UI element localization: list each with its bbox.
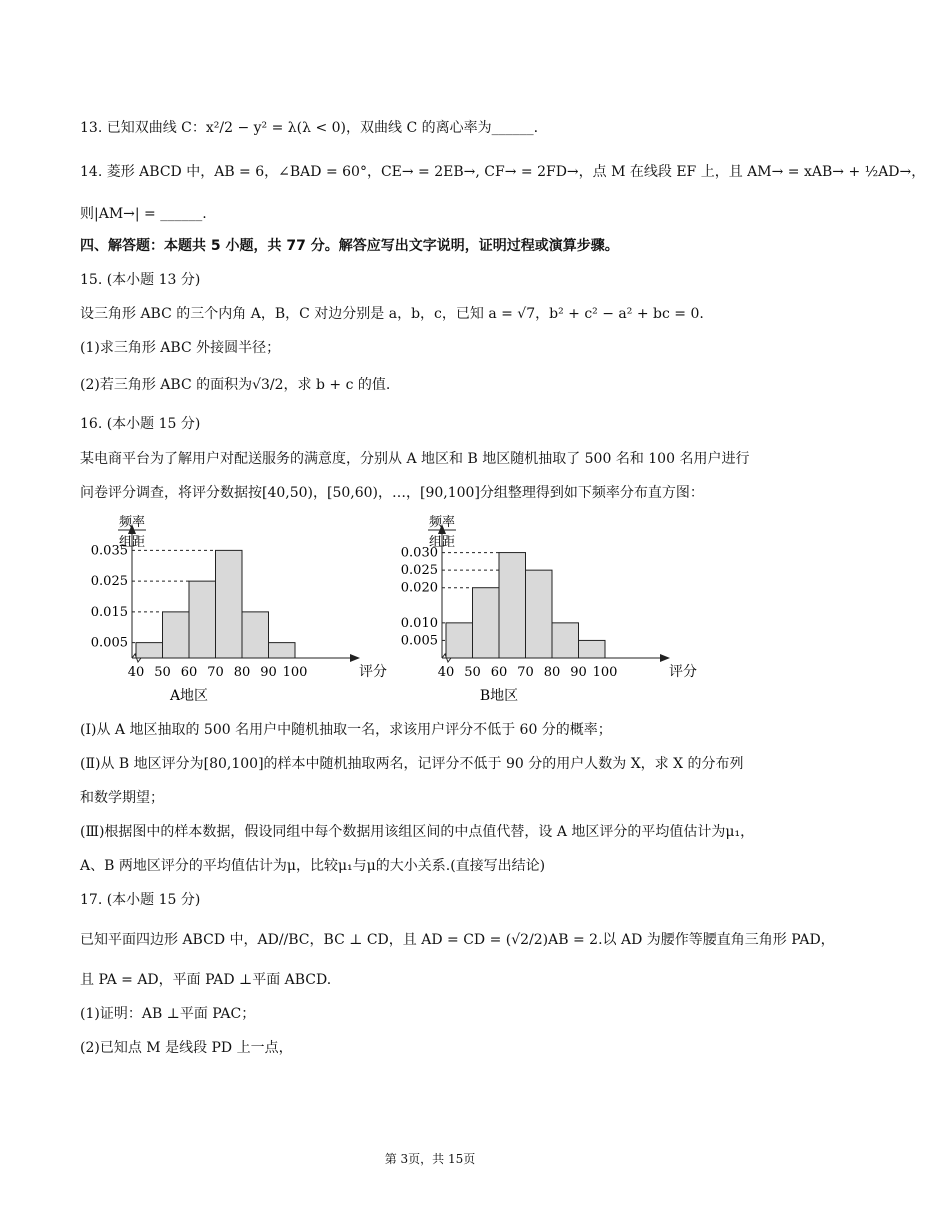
question-16-part-2-continued: 和数学期望； <box>80 790 164 806</box>
histogram-bar <box>499 553 526 658</box>
histogram-bar <box>163 612 190 658</box>
y-label-top: 频率 <box>428 515 456 530</box>
histogram-bar <box>242 612 269 658</box>
y-tick-label: 0.020 <box>400 580 438 596</box>
x-tick-label: 100 <box>282 665 308 680</box>
histogram-bar <box>216 550 243 658</box>
y-tick-label: 0.005 <box>400 633 438 649</box>
question-17-header: 17. (本小题 15 分) <box>80 892 201 908</box>
page-footer: 第 3页，共 15页 <box>384 1152 476 1166</box>
y-label-bottom: 组距 <box>118 535 146 550</box>
y-tick-label: 0.010 <box>400 615 438 631</box>
y-tick-label: 0.025 <box>400 563 438 579</box>
question-16-part-1: (Ⅰ)从 A 地区抽取的 500 名用户中随机抽取一名，求该用户评分不低于 60 分的概率； <box>80 722 612 738</box>
histogram-bar <box>552 623 579 658</box>
chart-title: A地区 <box>169 688 209 704</box>
x-axis-label: 评分 <box>669 664 697 680</box>
histogram-bar <box>579 640 606 658</box>
x-axis-label: 评分 <box>359 664 387 680</box>
x-axis-arrow <box>660 654 670 662</box>
question-14: 14. 菱形 ABCD 中，AB = 6，∠BAD = 60°，CE→ = 2EB→, CF→ = 2FD→，点 M 在线段 EF 上，且 AM→ = xAB→ + ½AD→， <box>80 164 925 180</box>
question-13: 13. 已知双曲线 C：x²/2 − y² = λ(λ < 0)，双曲线 C 的离心率为______. <box>80 120 539 136</box>
histogram-bar <box>446 623 473 658</box>
chart-title: B地区 <box>479 688 519 704</box>
question-16-stem-2: 问卷评分调查，将评分数据按[40,50)，[50,60)，…，[90,100]分组整理得到如下频率分布直方图： <box>80 485 704 501</box>
question-16-part-3-continued: A、B 两地区评分的平均值估计为μ，比较μ₁与μ的大小关系.(直接写出结论) <box>80 858 546 874</box>
y-tick-label: 0.025 <box>90 574 128 590</box>
histogram-bar <box>269 643 296 658</box>
question-15-stem: 设三角形 ABC 的三个内角 A，B，C 对边分别是 a，b，c，已知 a = √7，b² + c² − a² + bc = 0. <box>80 306 704 322</box>
histogram-bar <box>473 588 500 658</box>
x-tick-label: 80 <box>543 665 561 680</box>
x-tick-label: 40 <box>127 665 145 680</box>
y-label-bottom: 组距 <box>428 535 456 550</box>
y-tick-label: 0.005 <box>90 635 128 651</box>
question-17-stem-2: 且 PA = AD，平面 PAD ⊥平面 ABCD. <box>80 972 332 988</box>
histogram-bar <box>136 643 163 658</box>
question-17-part-1: (1)证明：AB ⊥平面 PAC； <box>80 1006 256 1022</box>
y-label-top: 频率 <box>118 515 146 530</box>
histogram-b <box>380 510 697 710</box>
question-14-continued: 则|AM→| = ______. <box>80 206 207 222</box>
histogram-a <box>70 510 387 710</box>
question-17-stem-1: 已知平面四边形 ABCD 中，AD//BC，BC ⊥ CD，且 AD = CD = (√2/2)AB = 2.以 AD 为腰作等腰直角三角形 PAD， <box>80 932 835 948</box>
x-tick-label: 100 <box>592 665 618 680</box>
question-16-header: 16. (本小题 15 分) <box>80 416 201 432</box>
section-4-heading: 四、解答题：本题共 5 小题，共 77 分。解答应写出文字说明，证明过程或演算步骤。 <box>80 238 619 254</box>
question-16-part-2: (Ⅱ)从 B 地区评分为[80,100]的样本中随机抽取两名，记评分不低于 90 分的用户人数为 X，求 X 的分布列 <box>80 756 744 772</box>
question-16-stem-1: 某电商平台为了解用户对配送服务的满意度，分别从 A 地区和 B 地区随机抽取了 500 名和 100 名用户进行 <box>80 451 750 467</box>
x-axis-arrow <box>350 654 360 662</box>
x-tick-label: 80 <box>233 665 251 680</box>
question-17-part-2: (2)已知点 M 是线段 PD 上一点， <box>80 1040 293 1056</box>
x-tick-label: 60 <box>180 665 198 680</box>
y-tick-label: 0.030 <box>400 545 438 561</box>
x-tick-label: 90 <box>570 665 587 680</box>
x-tick-label: 50 <box>154 665 171 680</box>
y-tick-label: 0.015 <box>90 604 128 620</box>
y-tick-label: 0.035 <box>90 543 128 559</box>
x-tick-label: 40 <box>437 665 455 680</box>
question-16-part-3: (Ⅲ)根据图中的样本数据，假设同组中每个数据用该组区间的中点值代替，设 A 地区评分的平均值估计为μ₁， <box>80 824 755 840</box>
x-tick-label: 60 <box>490 665 508 680</box>
x-tick-label: 90 <box>260 665 277 680</box>
x-tick-label: 70 <box>517 665 534 680</box>
question-15-part-1: (1)求三角形 ABC 外接圆半径； <box>80 340 281 356</box>
x-tick-label: 50 <box>464 665 481 680</box>
question-15-header: 15. (本小题 13 分) <box>80 272 201 288</box>
x-tick-label: 70 <box>207 665 224 680</box>
histogram-bar <box>189 581 216 658</box>
question-15-part-2: (2)若三角形 ABC 的面积为√3/2，求 b + c 的值. <box>80 377 391 393</box>
histogram-bar <box>526 570 553 658</box>
